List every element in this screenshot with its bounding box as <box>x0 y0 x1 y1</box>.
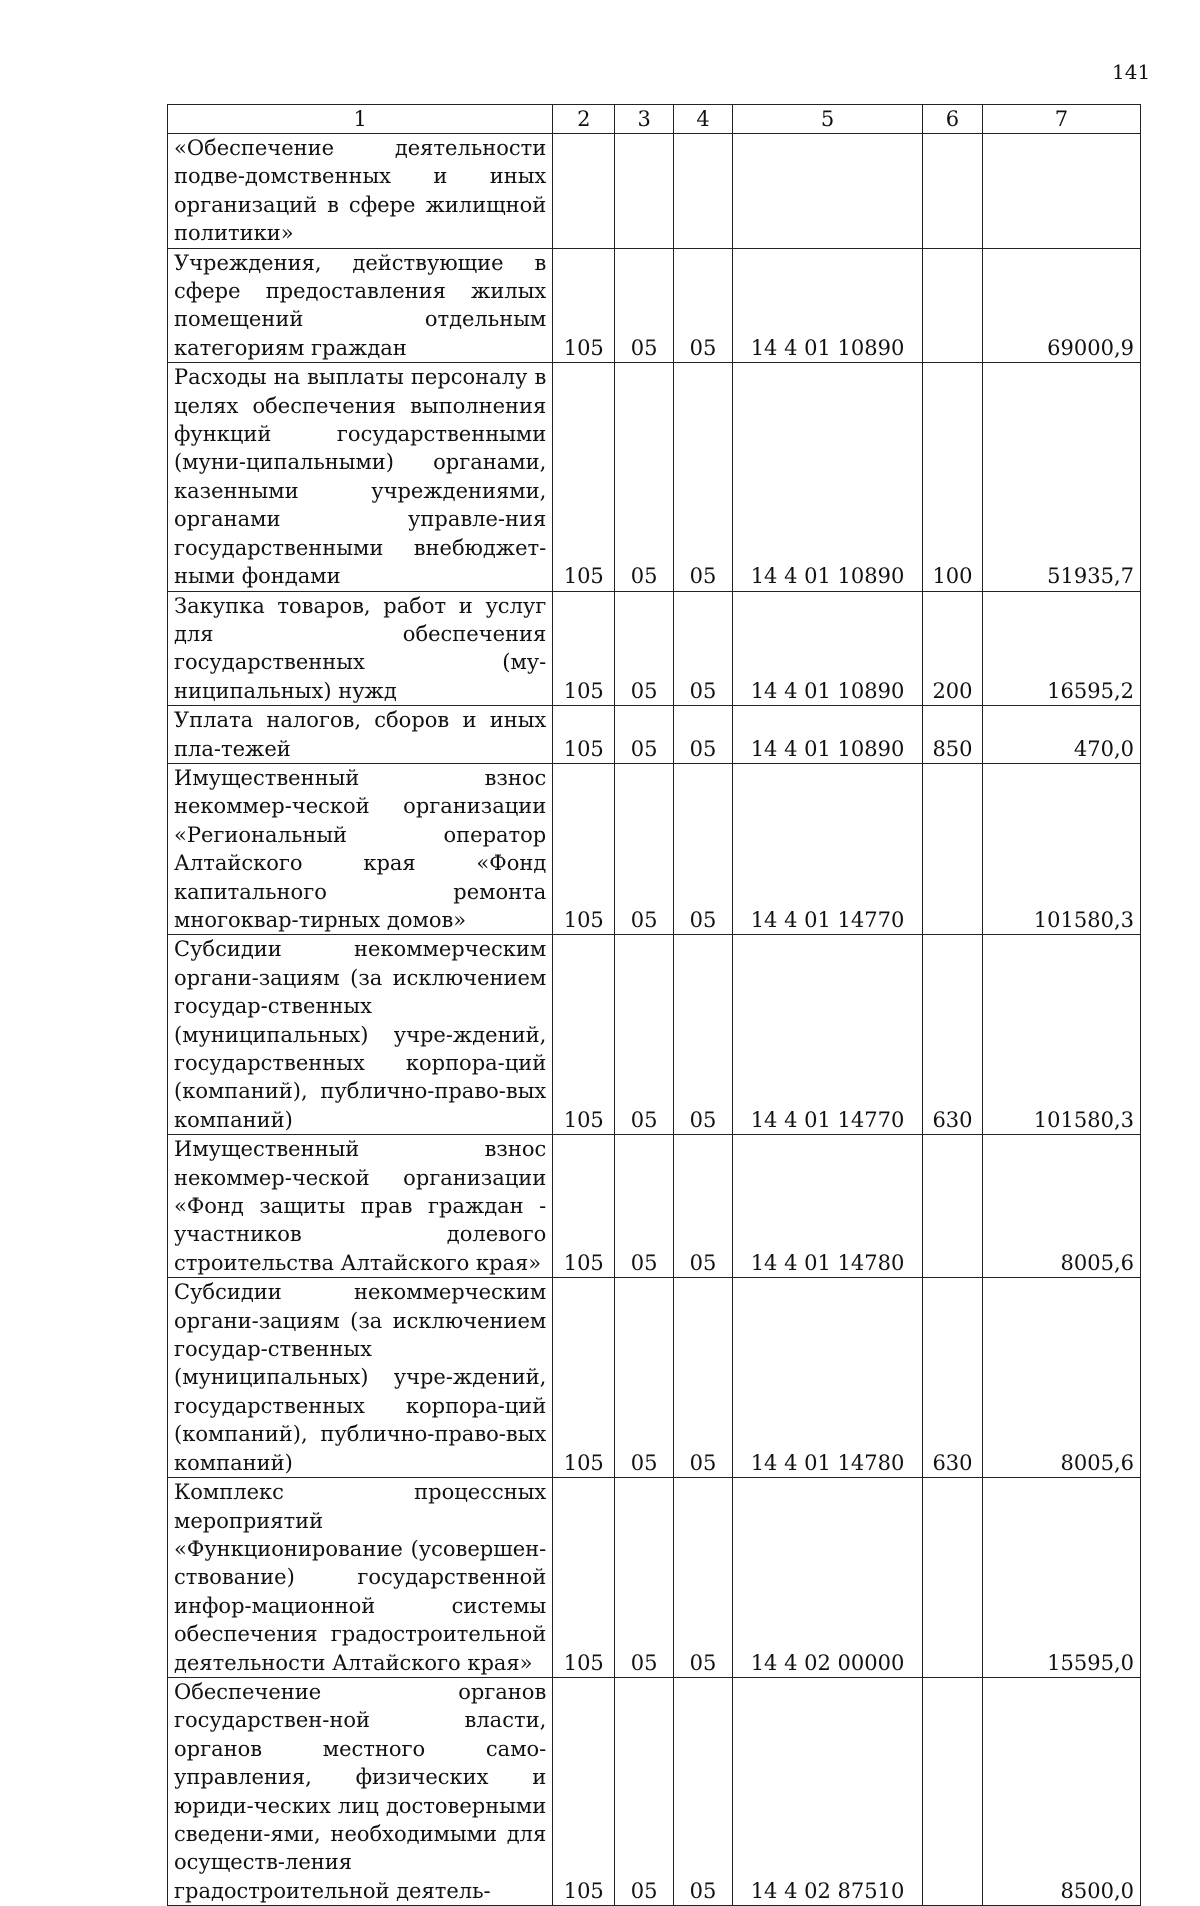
column-header: 6 <box>923 105 983 134</box>
amount: 101580,3 <box>982 935 1140 1135</box>
subsection-code: 05 <box>674 248 733 363</box>
expense-type-code: 630 <box>923 935 983 1135</box>
subsection-code <box>674 134 733 249</box>
expense-name: Комплекс процессных мероприятий «Функционирование (усовершен-ствование) государственной инфор-мационной системы обеспечения градостроительной деятельности Алтайского края» <box>168 1478 553 1678</box>
expense-type-code <box>923 1135 983 1278</box>
amount: 51935,7 <box>982 363 1140 591</box>
target-item-code: 14 4 01 10890 <box>732 363 922 591</box>
table-header-row <box>168 105 1141 134</box>
amount: 101580,3 <box>982 763 1140 934</box>
table-row <box>168 134 1141 249</box>
ministry-code <box>553 134 615 249</box>
table-row <box>168 591 1141 706</box>
amount: 470,0 <box>982 706 1140 764</box>
expense-name: Расходы на выплаты персоналу в целях обеспечения выполнения функций государственными (муни-ципальными) органами, казенными учреждениями, органами управле-ния государственными внебюджет-ными фондами <box>168 363 553 591</box>
section-code: 05 <box>615 248 674 363</box>
ministry-code: 105 <box>553 591 615 706</box>
expense-name: Субсидии некоммерческим органи-зациям (за исключением государ-ственных (муниципальных) учре-ждений, государственных корпора-ций (компаний), публично-право-вых компаний) <box>168 935 553 1135</box>
section-code <box>615 134 674 249</box>
ministry-code: 105 <box>553 706 615 764</box>
expense-type-code: 850 <box>923 706 983 764</box>
budget-table <box>167 104 1141 1906</box>
amount <box>982 134 1140 249</box>
target-item-code: 14 4 01 10890 <box>732 591 922 706</box>
subsection-code: 05 <box>674 1135 733 1278</box>
expense-name: Субсидии некоммерческим органи-зациям (за исключением государ-ственных (муниципальных) учре-ждений, государственных корпора-ций (компаний), публично-право-вых компаний) <box>168 1278 553 1478</box>
target-item-code: 14 4 01 10890 <box>732 706 922 764</box>
expense-name: Имущественный взнос некоммер-ческой организации «Фонд защиты прав граждан - участников долевого строительства Алтайского края» <box>168 1135 553 1278</box>
section-code: 05 <box>615 763 674 934</box>
expense-name: Обеспечение органов государствен-ной власти, органов местного само-управления, физических и юриди-ческих лиц достоверными сведени-ями, необходимыми для осуществ-ления градостроительной деятель- <box>168 1677 553 1905</box>
subsection-code: 05 <box>674 363 733 591</box>
table-row <box>168 1278 1141 1478</box>
ministry-code: 105 <box>553 363 615 591</box>
subsection-code: 05 <box>674 935 733 1135</box>
table-row <box>168 1135 1141 1278</box>
subsection-code: 05 <box>674 1677 733 1905</box>
section-code: 05 <box>615 591 674 706</box>
section-code: 05 <box>615 1677 674 1905</box>
target-item-code: 14 4 01 14770 <box>732 935 922 1135</box>
ministry-code: 105 <box>553 1135 615 1278</box>
section-code: 05 <box>615 706 674 764</box>
amount: 16595,2 <box>982 591 1140 706</box>
ministry-code: 105 <box>553 935 615 1135</box>
column-header: 3 <box>615 105 674 134</box>
amount: 15595,0 <box>982 1478 1140 1678</box>
expense-type-code: 100 <box>923 363 983 591</box>
table-row <box>168 935 1141 1135</box>
target-item-code <box>732 134 922 249</box>
table-row <box>168 1677 1141 1905</box>
ministry-code: 105 <box>553 1677 615 1905</box>
subsection-code: 05 <box>674 591 733 706</box>
subsection-code: 05 <box>674 1478 733 1678</box>
ministry-code: 105 <box>553 1278 615 1478</box>
section-code: 05 <box>615 935 674 1135</box>
target-item-code: 14 4 01 14780 <box>732 1135 922 1278</box>
expense-type-code <box>923 1478 983 1678</box>
target-item-code: 14 4 01 14770 <box>732 763 922 934</box>
expense-name: Закупка товаров, работ и услуг для обеспечения государственных (му-ниципальных) нужд <box>168 591 553 706</box>
table-row <box>168 363 1141 591</box>
column-header: 1 <box>168 105 553 134</box>
table-row <box>168 1478 1141 1678</box>
amount: 8005,6 <box>982 1278 1140 1478</box>
table-row <box>168 706 1141 764</box>
section-code: 05 <box>615 1478 674 1678</box>
table-row <box>168 248 1141 363</box>
section-code: 05 <box>615 363 674 591</box>
subsection-code: 05 <box>674 1278 733 1478</box>
expense-type-code <box>923 134 983 249</box>
column-header: 7 <box>982 105 1140 134</box>
amount: 69000,9 <box>982 248 1140 363</box>
subsection-code: 05 <box>674 706 733 764</box>
target-item-code: 14 4 01 14780 <box>732 1278 922 1478</box>
target-item-code: 14 4 02 00000 <box>732 1478 922 1678</box>
expense-type-code: 630 <box>923 1278 983 1478</box>
expense-name: Учреждения, действующие в сфере предоставления жилых помещений отдельным категориям граждан <box>168 248 553 363</box>
ministry-code: 105 <box>553 1478 615 1678</box>
expense-type-code <box>923 248 983 363</box>
expense-name: Имущественный взнос некоммер-ческой организации «Региональный оператор Алтайского края «Фонд капитального ремонта многоквар-тирных домов» <box>168 763 553 934</box>
expense-type-code <box>923 763 983 934</box>
column-header: 2 <box>553 105 615 134</box>
section-code: 05 <box>615 1135 674 1278</box>
expense-type-code: 200 <box>923 591 983 706</box>
table-row <box>168 763 1141 934</box>
expense-name: «Обеспечение деятельности подве-домственных и иных организаций в сфере жилищной политики» <box>168 134 553 249</box>
page-number: 141 <box>1112 60 1151 84</box>
target-item-code: 14 4 01 10890 <box>732 248 922 363</box>
column-header: 4 <box>674 105 733 134</box>
amount: 8005,6 <box>982 1135 1140 1278</box>
subsection-code: 05 <box>674 763 733 934</box>
expense-name: Уплата налогов, сборов и иных пла-тежей <box>168 706 553 764</box>
ministry-code: 105 <box>553 248 615 363</box>
ministry-code: 105 <box>553 763 615 934</box>
amount: 8500,0 <box>982 1677 1140 1905</box>
section-code: 05 <box>615 1278 674 1478</box>
target-item-code: 14 4 02 87510 <box>732 1677 922 1905</box>
expense-type-code <box>923 1677 983 1905</box>
column-header: 5 <box>732 105 922 134</box>
